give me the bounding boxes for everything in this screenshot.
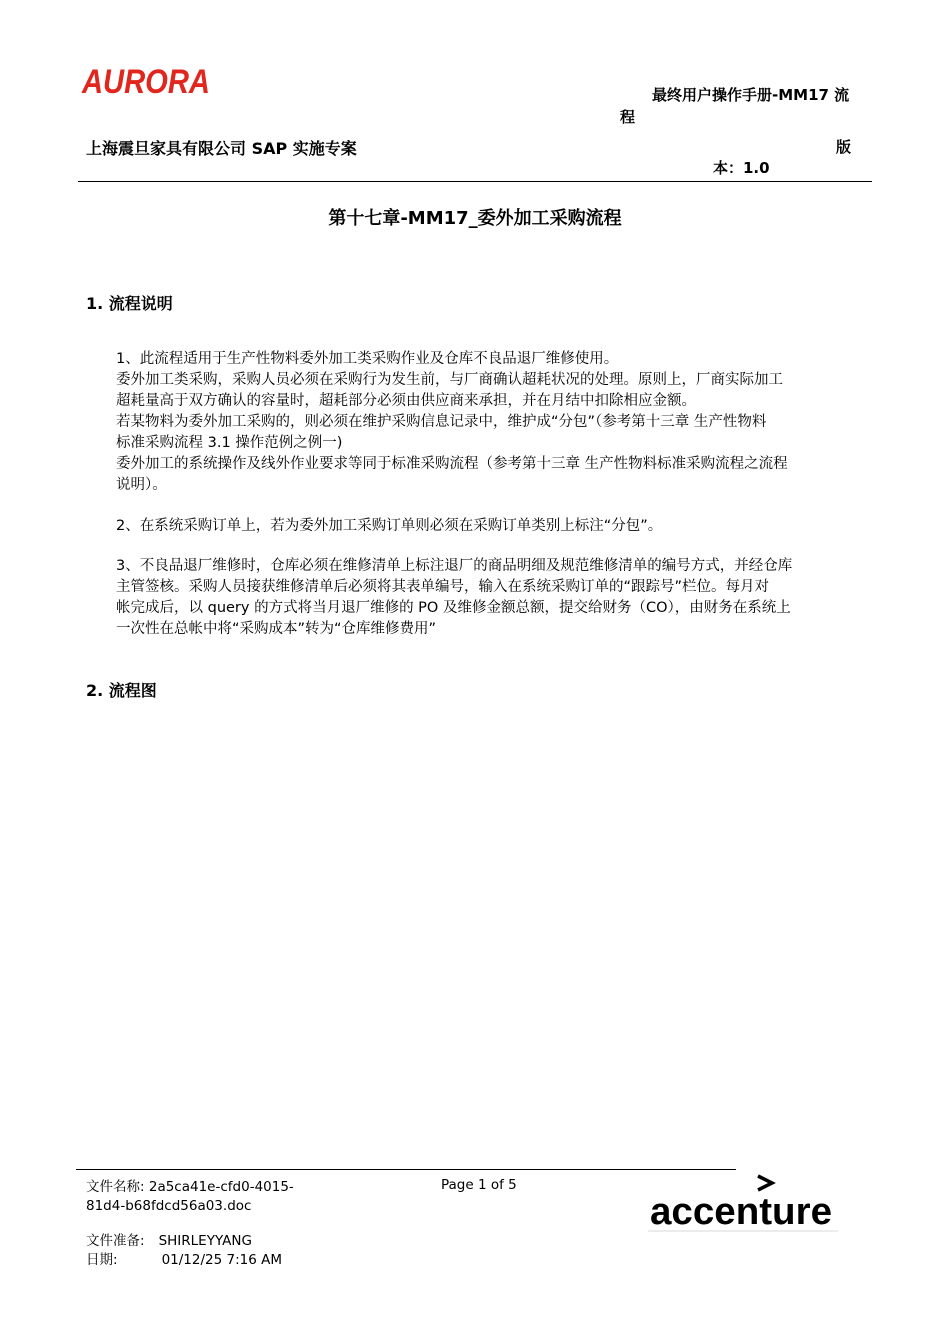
manual-title-line1: 最终用户操作手册-MM17 流 (652, 86, 850, 104)
footer-date (86, 1251, 282, 1270)
aurora-logo (81, 62, 212, 101)
paragraph-line: 委外加工类采购，采购人员必须在采购行为发生前，与厂商确认超耗状况的处理。原则上，厂商实际加工 (116, 372, 783, 388)
page-number: Page 1 of 5 (441, 1177, 517, 1193)
footer-divider (76, 1169, 736, 1170)
filename-value-line2: 81d4-b68fdcd56a03.doc (86, 1198, 252, 1214)
paragraph-line: 一次性在总帐中将“采购成本”转为“仓库维修费用” (116, 621, 437, 637)
manual-title (620, 84, 860, 128)
paragraph-line: 3、不良品退厂维修时，仓库必须在维修清单上标注退厂的商品明细及规范维修清单的编号方式，并经仓库 (116, 558, 793, 574)
section-heading-process-description: 1. 流程说明 (86, 294, 173, 313)
paragraph-line: 1、此流程适用于生产性物料委外加工类采购作业及仓库不良品退厂维修使用。 (116, 351, 619, 367)
paragraph-line: 若某物料为委外加工采购的，则必须在维护采购信息记录中，维护成“分包”（参考第十三章 生产性物料 (116, 414, 767, 430)
paragraph-2: 2、在系统采购订单上，若为委外加工采购订单则必须在采购订单类别上标注“分包”。 (116, 518, 663, 534)
accenture-chevron-icon (758, 1176, 772, 1190)
prepared-label: 文件准备: (86, 1233, 145, 1249)
header-divider (78, 181, 872, 182)
footer-filename (86, 1178, 336, 1216)
paragraph-line: 帐完成后，以 query 的方式将当月退厂维修的 PO 及维修金额总额，提交给财务（CO），由财务在系统上 (116, 600, 791, 616)
section-heading-flowchart: 2. 流程图 (86, 681, 157, 700)
manual-title-line2: 程 (620, 108, 636, 126)
paragraph-line: 超耗量高于双方确认的容量时，超耗部分必须由供应商来承担，并在月结中扣除相应金额。 (116, 393, 696, 409)
chapter-title: 第十七章-MM17_委外加工采购流程 (328, 208, 622, 229)
date-label: 日期: (86, 1252, 118, 1268)
filename-value-line1: 2a5ca41e-cfd0-4015- (148, 1179, 294, 1195)
accenture-logo-text: accenture (650, 1191, 832, 1233)
aurora-logo-text: AURORA (81, 63, 210, 101)
footer-prepared-by (86, 1232, 252, 1251)
company-project: 上海震旦家具有限公司 SAP 实施专案 (86, 139, 357, 158)
filename-label: 文件名称: (86, 1179, 145, 1195)
paragraph-line: 主管签核。采购人员接获维修清单后必须将其表单编号，输入在系统采购订单的“跟踪号”栏位。每月对 (116, 579, 770, 595)
paragraph-line: 标准采购流程 3.1 操作范例之例一) (116, 435, 343, 451)
paragraph-1 (116, 349, 866, 496)
version-label-line2: 本：1.0 (713, 159, 770, 177)
accenture-logo (648, 1172, 838, 1232)
version-label-line1: 版 (836, 138, 852, 156)
paragraph-line: 说明）。 (116, 477, 167, 493)
paragraph-line: 委外加工的系统操作及线外作业要求等同于标准采购流程（参考第十三章 生产性物料标准采购流程之流程 (116, 456, 788, 472)
date-value: 01/12/25 7:16 AM (161, 1252, 282, 1268)
prepared-value: SHIRLEYYANG (158, 1233, 252, 1249)
paragraph-3 (116, 556, 866, 640)
